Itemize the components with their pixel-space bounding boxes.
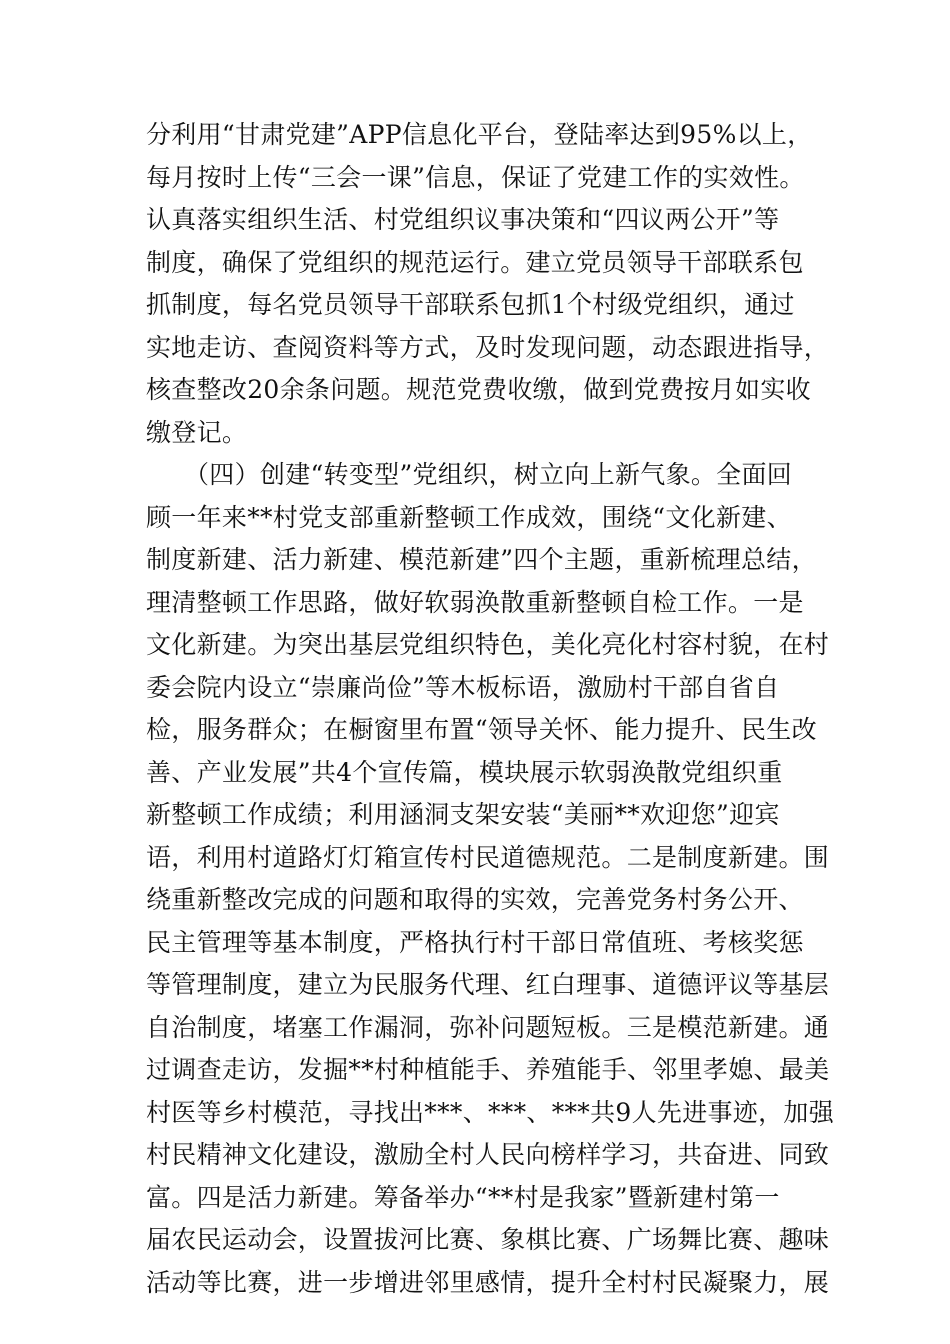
text-line: 缴登记。 <box>146 417 248 447</box>
text-line: 新整顿工作成绩；利用涵洞支架安装“美丽**欢迎您”迎宾 <box>146 800 780 829</box>
text-line: 届农民运动会，设置拔河比赛、象棋比赛、广场舞比赛、趣味 <box>146 1225 830 1254</box>
text-line: 分利用“甘肃党建”APP信息化平台，登陆率达到95%以上， <box>146 120 813 149</box>
text-line: 自治制度，堵塞工作漏洞，弥补问题短板。三是模范新建。通 <box>146 1012 830 1042</box>
text-line: 检，服务群众；在橱窗里布置“领导关怀、能力提升、民生改 <box>146 715 817 744</box>
text-line: 每月按时上传“三会一课”信息，保证了党建工作的实效性。 <box>146 162 805 192</box>
text-line: 核查整改20余条问题。规范党费收缴，做到党费按月如实收 <box>146 375 811 404</box>
text-line: 理清整顿工作思路，做好软弱涣散重新整顿自检工作。一是 <box>146 587 804 617</box>
text-line: 文化新建。为突出基层党组织特色，美化亮化村容村貌，在村 <box>146 630 830 659</box>
text-line: 过调查走访，发掘**村种植能手、养殖能手、邻里孝媳、最美 <box>146 1055 830 1084</box>
text-line: 村民精神文化建设，激励全村人民向榜样学习，共奋进、同致 <box>146 1140 830 1169</box>
text-line: 实地走访、查阅资料等方式，及时发现问题，动态跟进指导， <box>146 332 830 362</box>
text-line: 制度，确保了党组织的规范运行。建立党员领导干部联系包 <box>146 247 804 277</box>
body-text <box>146 114 835 1304</box>
text-line: 委会院内设立“崇廉尚俭”等木板标语，激励村干部自省自 <box>146 672 780 702</box>
text-line: 制度新建、活力新建、模范新建”四个主题，重新梳理总结， <box>146 545 817 574</box>
text-line: 等管理制度，建立为民服务代理、红白理事、道德评议等基层 <box>146 970 830 999</box>
text-line: 善、产业发展”共4个宣传篇，模块展示软弱涣散党组织重 <box>146 757 783 787</box>
text-line: 富。四是活力新建。筹备举办“**村是我家”暨新建村第一 <box>146 1182 780 1212</box>
text-line: 语，利用村道路灯灯箱宣传村民道德规范。二是制度新建。围 <box>146 842 830 872</box>
text-line: 民主管理等基本制度，严格执行村干部日常值班、考核奖惩 <box>146 927 804 957</box>
text-line: 村医等乡村模范，寻找出***、***、***共9人先进事迹，加强 <box>146 1097 835 1127</box>
text-line: 顾一年来**村党支部重新整顿工作成效，围绕“文化新建、 <box>146 502 792 532</box>
text-line: 认真落实组织生活、村党组织议事决策和“四议两公开”等 <box>146 205 780 234</box>
text-line: 绕重新整改完成的问题和取得的实效，完善党务村务公开、 <box>146 885 804 914</box>
section-heading-line: （四）创建“转变型”党组织，树立向上新气象。全面回 <box>184 460 793 489</box>
text-line: 抓制度，每名党员领导干部联系包抓1个村级党组织，通过 <box>146 290 795 319</box>
text-line: 活动等比赛，进一步增进邻里感情，提升全村村民凝聚力，展 <box>146 1267 830 1297</box>
